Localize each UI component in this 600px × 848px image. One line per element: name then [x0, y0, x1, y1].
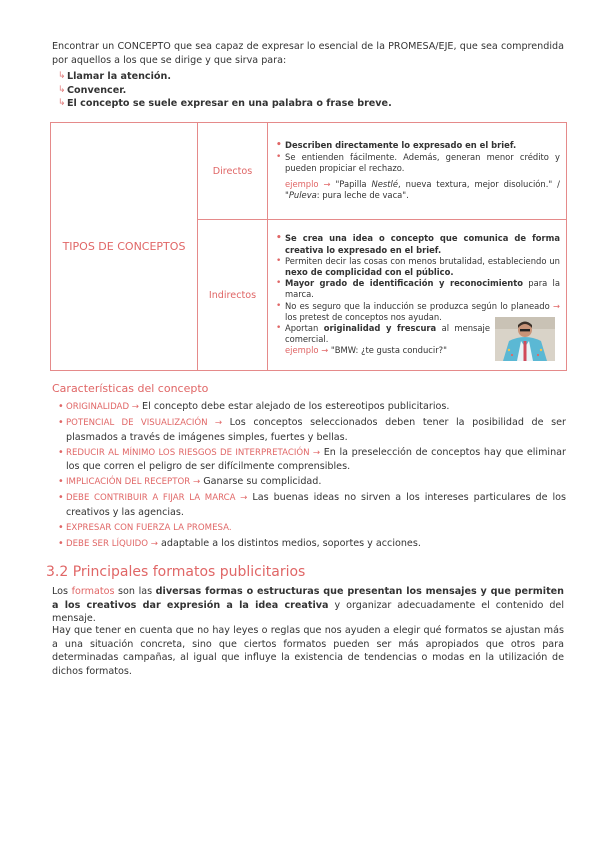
- list-item: • Se entienden fácilmente. Además, generan menor crédito y pueden propiciar el rechazo.: [276, 151, 560, 173]
- bullet-dot-icon: •: [276, 233, 282, 244]
- bullet-dot-icon: •: [276, 300, 282, 311]
- bullet-dot-icon: •: [58, 446, 64, 458]
- list-item: • IMPLICACIÓN DEL RECEPTOR → Ganarse su complicidad.: [58, 476, 322, 488]
- list-item: • Se crea una idea o concepto que comunica de forma creativa lo expresado en el brief.: [276, 233, 560, 255]
- intro-paragraph: Encontrar un CONCEPTO que sea capaz de expresar lo esencial de la PROMESA/EJE, que sea comprendida por aquellos a los que se dirige y que sirva para:: [52, 41, 564, 66]
- directos-content: [268, 123, 567, 220]
- person-photo: [495, 317, 555, 361]
- list-item: • Describen directamente lo expresado en el brief.: [276, 140, 517, 151]
- bullet-dot-icon: •: [58, 492, 64, 504]
- bullet-arrow-icon: ↳: [58, 84, 66, 95]
- list-item: • No es seguro que la inducción se produzca según lo planeado → los pretest de conceptos nos ayudan.: [276, 300, 560, 322]
- bullet-dot-icon: •: [276, 278, 282, 289]
- bullet-dot-icon: •: [58, 476, 64, 488]
- indirectos-example: ejemplo → "BMW: ¿te gusta conducir?": [285, 345, 447, 356]
- list-item: • Aportan originalidad y frescura al mensaje comercial.: [276, 323, 490, 345]
- bullet-dot-icon: •: [58, 521, 64, 533]
- directos-label: Directos: [198, 123, 268, 220]
- bullet-dot-icon: •: [58, 538, 64, 550]
- list-item: • Permiten decir las cosas con menos brutalidad, estableciendo un nexo de complicidad con el público.: [276, 255, 560, 277]
- list-item: • ORIGINALIDAD → El concepto debe estar alejado de los estereotipos publicitarios.: [58, 401, 450, 412]
- types-title-cell: TIPOS DE CONCEPTOS: [51, 123, 198, 371]
- bullet-dot-icon: •: [276, 140, 282, 151]
- bullet-dot-icon: •: [58, 401, 64, 412]
- list-item: ↳ El concepto se suele expresar en una palabra o frase breve.: [58, 98, 392, 109]
- bullet-dot-icon: •: [276, 151, 282, 162]
- bullet-arrow-icon: ↳: [58, 98, 66, 108]
- intro-list: [58, 70, 558, 111]
- list-item: • REDUCIR AL MÍNIMO LOS RIESGOS DE INTERPRETACIÓN → En la preselección de conceptos hay que eliminar los que corren el peligro de ser difícilmente comprensibles.: [58, 446, 566, 473]
- characteristics-title: Características del concepto: [52, 382, 209, 395]
- list-item: ↳ Convencer.: [58, 84, 127, 96]
- directos-example: ejemplo → "Papilla Nestlé, nueva textura, mejor disolución." / "Puleva: pura leche de vaca".: [285, 179, 560, 201]
- list-item: • DEBE CONTRIBUIR A FIJAR LA MARCA → Las buenas ideas no sirven a los intereses particulares de los creativos y las agencias.: [58, 492, 566, 518]
- concept-types-table: [50, 122, 567, 371]
- section-paragraph-1: Los formatos son las diversas formas o estructuras que presentan los mensajes y que permiten a los creativos dar expresión a la idea creativa y organizar adecuadamente el contenido del mensaje.: [52, 586, 564, 624]
- list-item: • Mayor grado de identificación y reconocimiento para la marca.: [276, 278, 560, 300]
- characteristics-list: [58, 400, 566, 553]
- section-paragraph-2: Hay que tener en cuenta que no hay leyes o reglas que nos ayuden a elegir qué formatos se ajustan más a una situación concreta, sino que ciertos formatos pueden ser más apropiados que otros para determinadas campañas, al igual que influye la existencia de tendencias o modas en la utilización de dichos formatos.: [52, 625, 564, 677]
- list-item: ↳ Llamar la atención.: [58, 71, 171, 82]
- indirectos-label: Indirectos: [198, 220, 268, 371]
- bullet-dot-icon: •: [58, 417, 64, 429]
- list-item: • DEBE SER LÍQUIDO → adaptable a los distintos medios, soportes y acciones.: [58, 538, 421, 550]
- bullet-dot-icon: •: [276, 323, 282, 333]
- list-item: • POTENCIAL DE VISUALIZACIÓN → Los conceptos seleccionados deben tener la posibilidad de ser plasmados a través de imágenes simples, fuertes y bellas.: [58, 417, 566, 443]
- section-title: 3.2 Principales formatos publicitarios: [46, 564, 306, 580]
- list-item: • EXPRESAR CON FUERZA LA PROMESA.: [58, 521, 232, 533]
- bullet-arrow-icon: ↳: [58, 71, 66, 81]
- bullet-dot-icon: •: [276, 255, 282, 266]
- arrow-icon: →: [552, 300, 560, 311]
